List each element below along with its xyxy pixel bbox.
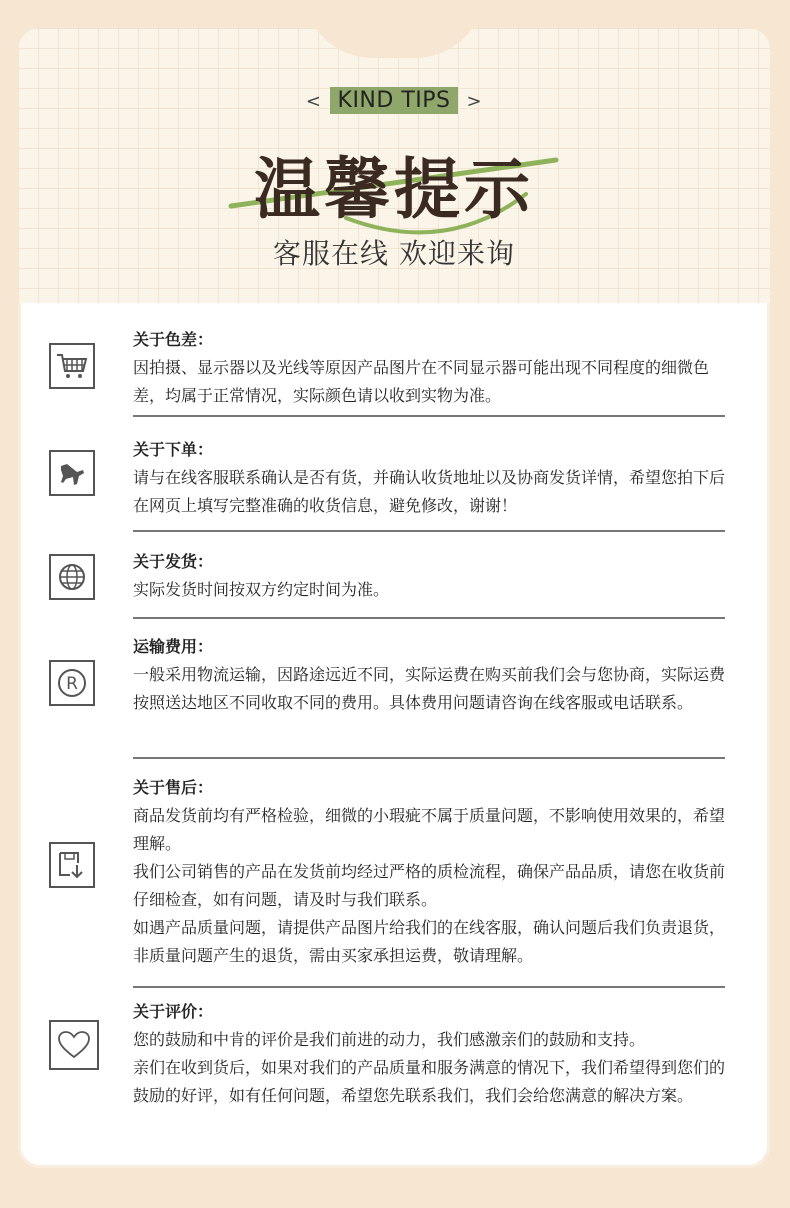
section-body [133, 464, 725, 520]
section-body [133, 576, 725, 604]
section-line: 我们公司销售的产品在发货前均经过严格的质检流程，确保产品品质，请您在收货前仔细检查，如有问题，请及时与我们联系。 [133, 862, 726, 909]
section-after-sales [133, 774, 725, 970]
page-title: 温馨提示 [254, 150, 534, 228]
section-title: 关于色差： [133, 330, 214, 349]
svg-text:R: R [66, 674, 78, 694]
section-line: 请与在线客服联系确认是否有货，并确认收货地址以及协商发货详情，希望您拍下后在网页上填写完整准确的收货信息，避免修改，谢谢！ [133, 468, 726, 515]
section-ordering [133, 436, 725, 520]
chevron-left-icon: < [305, 91, 322, 112]
kind-tips-label [18, 88, 770, 113]
section-shipping [133, 548, 725, 604]
shopping-cart-icon [49, 343, 95, 389]
section-reviews [133, 998, 725, 1110]
registered-icon [49, 660, 95, 706]
divider [133, 415, 725, 417]
section-body [133, 354, 725, 410]
section-color-difference [133, 326, 725, 410]
chevron-right-icon: > [466, 91, 483, 112]
section-line: 如遇产品质量问题，请提供产品图片给我们的在线客服，确认问题后我们负责退货，非质量问题产生的退货，需由买家承担运费，敬请理解。 [133, 918, 726, 965]
section-title: 关于发货： [133, 552, 214, 571]
divider [133, 530, 725, 532]
globe-icon [49, 554, 95, 600]
download-icon [49, 842, 95, 888]
divider [133, 617, 725, 619]
divider [133, 986, 725, 988]
section-title: 关于下单： [133, 440, 214, 459]
airplane-icon [49, 450, 95, 496]
divider [133, 757, 725, 759]
kind-tips-text: KIND TIPS [330, 87, 459, 114]
section-body [133, 1026, 725, 1110]
header-panel [18, 28, 770, 303]
section-title: 关于售后： [133, 778, 214, 797]
tips-card [18, 28, 770, 1168]
section-freight [133, 633, 725, 717]
section-title: 运输费用： [133, 637, 214, 656]
section-line: 实际发货时间按双方约定时间为准。 [133, 580, 390, 599]
section-title: 关于评价： [133, 1002, 214, 1021]
section-body [133, 661, 725, 717]
section-line: 因拍摄、显示器以及光线等原因产品图片在不同显示器可能出现不同程度的细微色差，均属于正常情况，实际颜色请以收到实物为准。 [133, 358, 710, 405]
section-line: 您的鼓励和中肯的评价是我们前进的动力，我们感激亲们的鼓励和支持。 [133, 1030, 646, 1049]
page-subtitle: 客服在线 欢迎来询 [273, 237, 515, 270]
section-line: 一般采用物流运输，因路途远近不同，实际运费在购买前我们会与您协商，实际运费按照送达地区不同收取不同的费用。具体费用问题请咨询在线客服或电话联系。 [133, 665, 726, 712]
section-line: 亲们在收到货后，如果对我们的产品质量和服务满意的情况下，我们希望得到您们的鼓励的好评，如有任何问题，希望您先联系我们，我们会给您满意的解决方案。 [133, 1058, 726, 1105]
heart-icon [49, 1020, 99, 1070]
section-body [133, 802, 725, 970]
section-line: 商品发货前均有严格检验，细微的小瑕疵不属于质量问题，不影响使用效果的，希望理解。 [133, 806, 726, 853]
